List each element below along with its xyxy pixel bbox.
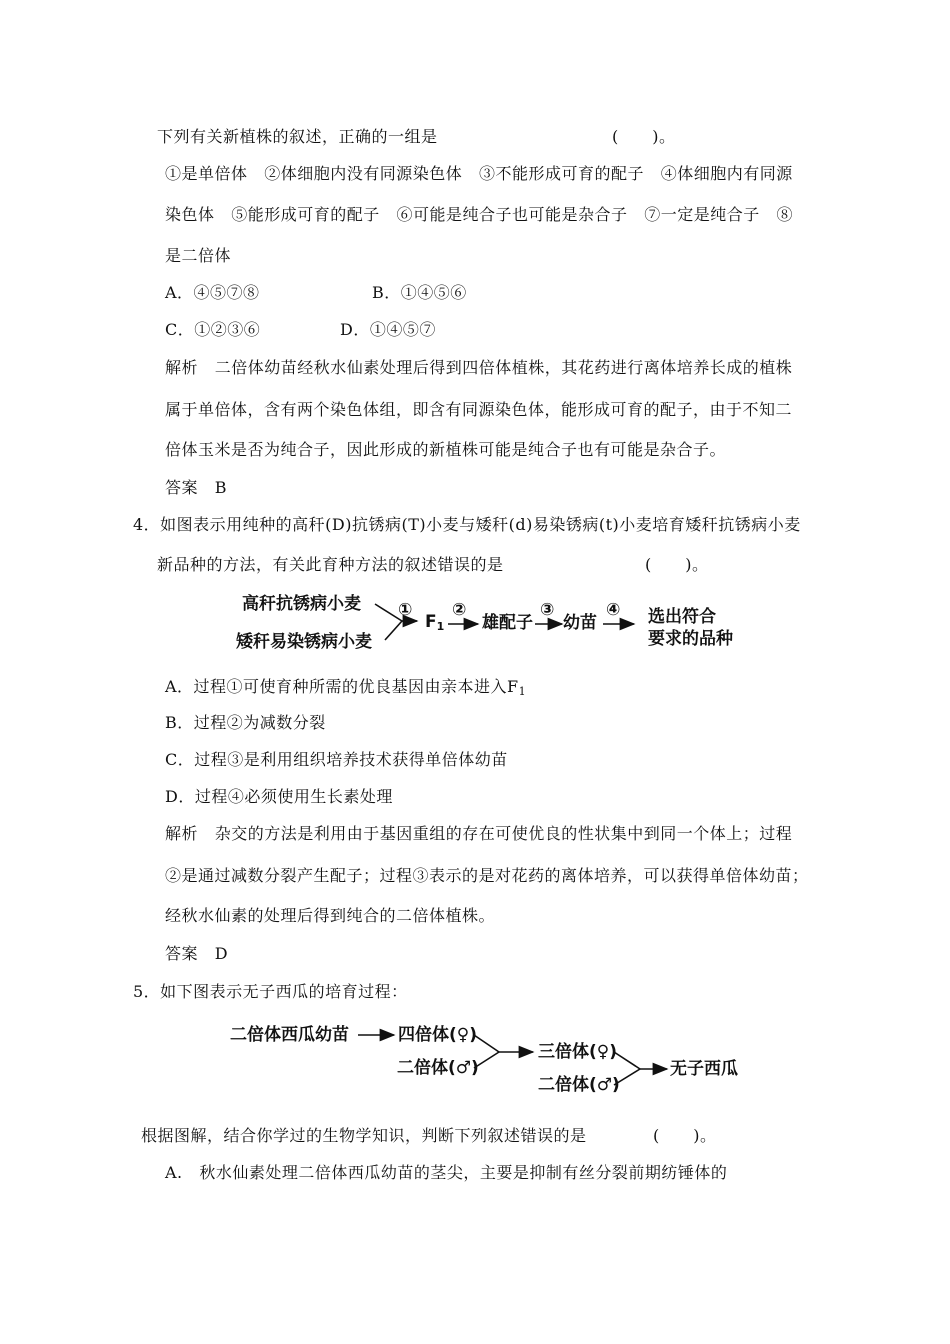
q4-analysis-line1: 解析 杂交的方法是利用由于基因重组的存在可使优良的性状集中到同一个体上；过程: [165, 824, 793, 843]
q4-step-2-label: ②: [452, 600, 467, 620]
q3-statements-line3: 是二倍体: [165, 246, 232, 265]
q4-stem-line1: 4．如图表示用纯种的高秆(D)抗锈病(T)小麦与矮秆(d)易染锈病(t)小麦培育矮秆抗锈病小麦: [133, 515, 801, 534]
q4-option-b: B．过程②为减数分裂: [165, 713, 326, 732]
q4-result-line1: 选出符合: [648, 607, 716, 627]
q4-male-gamete-label: 雄配子: [482, 613, 533, 633]
q5-answer-paren: ( )。: [653, 1126, 717, 1145]
q5-diploid-seedling-label: 二倍体西瓜幼苗: [230, 1025, 349, 1045]
q3-option-a: A．④⑤⑦⑧: [165, 283, 260, 302]
q4-analysis-line2: ②是通过减数分裂产生配子；过程③表示的是对花药的离体培养，可以获得单倍体幼苗；: [165, 866, 809, 885]
q5-triploid-female-label: 三倍体(♀): [538, 1042, 617, 1062]
q3-analysis-line1: 解析 二倍体幼苗经秋水仙素处理后得到四倍体植株，其花药进行离体培养长成的植株: [165, 358, 793, 377]
q4-option-c: C．过程③是利用组织培养技术获得单倍体幼苗: [165, 750, 508, 769]
q5-diploid-male-label-1: 二倍体(♂): [397, 1058, 479, 1078]
q5-question: 根据图解，结合你学过的生物学知识，判断下列叙述错误的是: [141, 1126, 587, 1145]
q3-answer: 答案 B: [165, 478, 228, 497]
q4-analysis-line3: 经秋水仙素的处理后得到纯合的二倍体植株。: [165, 906, 496, 925]
q4-result-line2: 要求的品种: [648, 629, 733, 649]
q3-statements-line2: 染色体 ⑤能形成可育的配子 ⑥可能是纯合子也可能是杂合子 ⑦一定是纯合子 ⑧: [165, 205, 794, 224]
q5-stem: 5．如下图表示无子西瓜的培育过程：: [133, 982, 408, 1001]
q4-step-1-label: ①: [398, 600, 413, 620]
q5-seedless-watermelon-label: 无子西瓜: [670, 1059, 738, 1079]
q4-step-4-label: ④: [606, 600, 621, 620]
q4-stem-line2: 新品种的方法，有关此育种方法的叙述错误的是: [157, 555, 504, 574]
q3-analysis-line2: 属于单倍体，含有两个染色体组，即含有同源染色体，能形成可育的配子，由于不知二: [165, 400, 793, 419]
q4-option-a: A．过程①可使育种所需的优良基因由亲本进入$F_1$: [165, 677, 527, 698]
q3-stem: 下列有关新植株的叙述，正确的一组是: [157, 127, 438, 146]
q4-parent-tall-resistant: 高秆抗锈病小麦: [242, 594, 361, 614]
q4-answer: 答案 D: [165, 944, 229, 963]
q5-tetraploid-female-label: 四倍体(♀): [398, 1025, 477, 1045]
q3-statements-line1: ①是单倍体 ②体细胞内没有同源染色体 ③不能形成可育的配子 ④体细胞内有同源: [165, 164, 793, 183]
q3-analysis-line3: 倍体玉米是否为纯合子，因此形成的新植株可能是纯合子也有可能是杂合子。: [165, 440, 727, 459]
q3-option-b: B．①④⑤⑥: [372, 283, 467, 302]
q4-f1-label: $F_1$: [425, 612, 445, 633]
q5-option-a: A. 秋水仙素处理二倍体西瓜幼苗的茎尖，主要是抑制有丝分裂前期纺锤体的: [165, 1163, 728, 1182]
q4-parent-short-susceptible: 矮秆易染锈病小麦: [236, 632, 372, 652]
q4-seedling-label: 幼苗: [563, 613, 597, 633]
q4-option-d: D．过程④必须使用生长素处理: [165, 787, 393, 806]
q3-option-d: D．①④⑤⑦: [340, 320, 436, 339]
q5-diploid-male-label-2: 二倍体(♂): [538, 1075, 620, 1095]
q3-option-c: C．①②③⑥: [165, 320, 261, 339]
q3-answer-paren: ( )。: [612, 127, 676, 146]
q4-step-3-label: ③: [540, 600, 555, 620]
q4-answer-paren: ( )。: [645, 555, 709, 574]
